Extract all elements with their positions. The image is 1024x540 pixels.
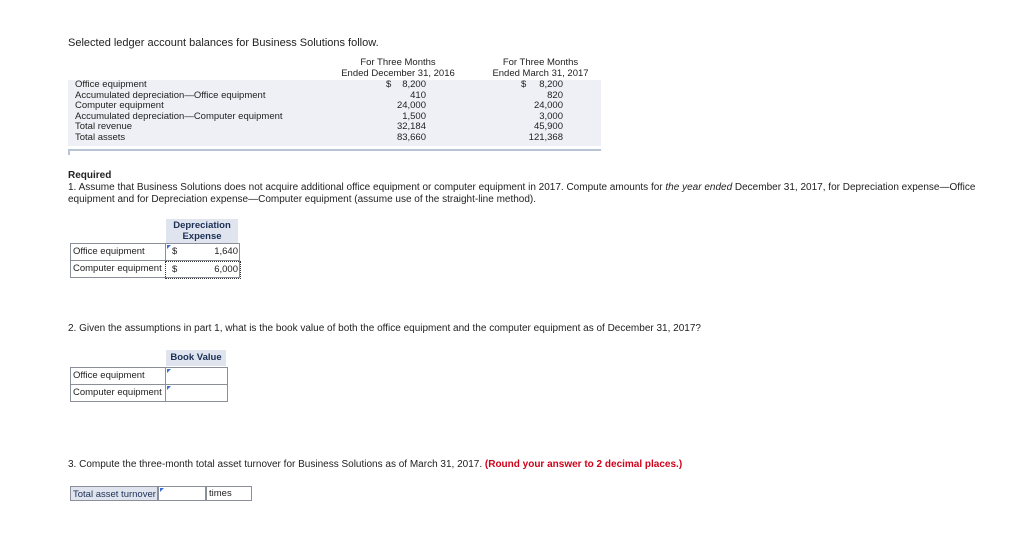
row-label: Computer equipment <box>73 263 162 274</box>
table-row <box>68 133 601 144</box>
question-text: December 31, 2017, for Depreciation expense—Office equipment and for Depreciation expense—Computer equipment (assume use of the straight-line method). <box>68 182 976 205</box>
question-text: 3. Compute the three-month total asset turnover for Business Solutions as of March 31, 2017. <box>68 459 485 470</box>
depreciation-header <box>166 219 238 244</box>
turnover-input[interactable] <box>158 486 206 501</box>
table-row <box>68 101 601 112</box>
table-row <box>68 112 601 123</box>
table-row <box>70 260 240 278</box>
table-row <box>70 367 228 385</box>
row-label: Computer equipment <box>75 100 164 111</box>
value-2017: 121,368 <box>528 131 563 143</box>
book-value-header: Book Value <box>166 350 226 366</box>
answer-flag-icon <box>160 488 164 492</box>
row-label: Office equipment <box>73 246 145 257</box>
question-3 <box>68 459 682 470</box>
intro-text: Selected ledger account balances for Business Solutions follow. <box>68 37 379 49</box>
table-divider <box>68 149 601 151</box>
rounding-note: (Round your answer to 2 decimal places.) <box>484 459 683 470</box>
row-label: Office equipment <box>75 79 147 90</box>
book-value-office-input[interactable] <box>165 368 228 384</box>
turnover-unit: times <box>206 486 252 501</box>
currency-symbol: $ <box>386 79 392 90</box>
value-2016: 8,200 <box>402 79 426 90</box>
value-2017: 8,200 <box>539 79 563 90</box>
value-2016: 410 <box>410 89 426 101</box>
row-label: Total assets <box>75 131 126 143</box>
table-row <box>68 122 601 133</box>
answer-flag-icon <box>167 245 171 249</box>
value-2016: 83,660 <box>396 131 426 143</box>
row-label: Accumulated depreciation—Computer equipment <box>75 110 283 122</box>
currency-symbol: $ <box>172 246 178 257</box>
question-1 <box>68 182 988 206</box>
question-2: 2. Given the assumptions in part 1, what is the book value of both the office equipment and the computer equipment as of December 31, 2017? <box>68 323 701 334</box>
answer-flag-icon <box>167 369 171 373</box>
row-label: Computer equipment <box>73 387 162 398</box>
value-2016: 1,500 <box>402 110 426 122</box>
value-2017: 45,900 <box>533 121 563 132</box>
question-text: 1. Assume that Business Solutions does not acquire additional office equipment or computer equipment in 2017. Compute amounts for <box>68 182 666 193</box>
currency-symbol: $ <box>172 264 178 275</box>
table-divider <box>68 149 70 155</box>
required-heading: Required <box>68 170 112 181</box>
row-label: Office equipment <box>73 370 145 381</box>
value-2016: 32,184 <box>396 121 426 132</box>
row-label: Total revenue <box>75 121 133 132</box>
currency-symbol: $ <box>521 79 527 90</box>
row-label: Accumulated depreciation—Office equipment <box>75 89 266 101</box>
value-2017: 820 <box>547 89 563 101</box>
input-value: 1,640 <box>214 246 238 257</box>
value-2017: 24,000 <box>533 100 563 111</box>
col-header-line: For Three Months <box>360 57 436 68</box>
table-row <box>70 384 228 402</box>
ledger-col-header-2017 <box>478 58 603 79</box>
col-header-line: Ended March 31, 2017 <box>492 67 589 79</box>
col-header-line: Ended December 31, 2016 <box>341 67 455 79</box>
depreciation-office-input[interactable] <box>165 244 240 260</box>
ledger-col-header-2016 <box>333 58 463 79</box>
header-line: Expense <box>182 231 222 242</box>
table-row <box>68 80 601 91</box>
book-value-computer-input[interactable] <box>165 385 228 401</box>
value-2017: 3,000 <box>539 110 563 122</box>
depreciation-computer-input[interactable] <box>165 261 241 279</box>
answer-flag-icon <box>167 386 171 390</box>
header-line: Depreciation <box>173 220 231 231</box>
col-header-line: For Three Months <box>502 57 579 68</box>
input-value: 6,000 <box>214 264 238 275</box>
turnover-label: Total asset turnover <box>70 486 158 501</box>
value-2016: 24,000 <box>396 100 426 111</box>
table-row <box>70 243 240 261</box>
question-text-italic: the year ended <box>665 182 733 193</box>
ledger-body <box>68 80 601 146</box>
